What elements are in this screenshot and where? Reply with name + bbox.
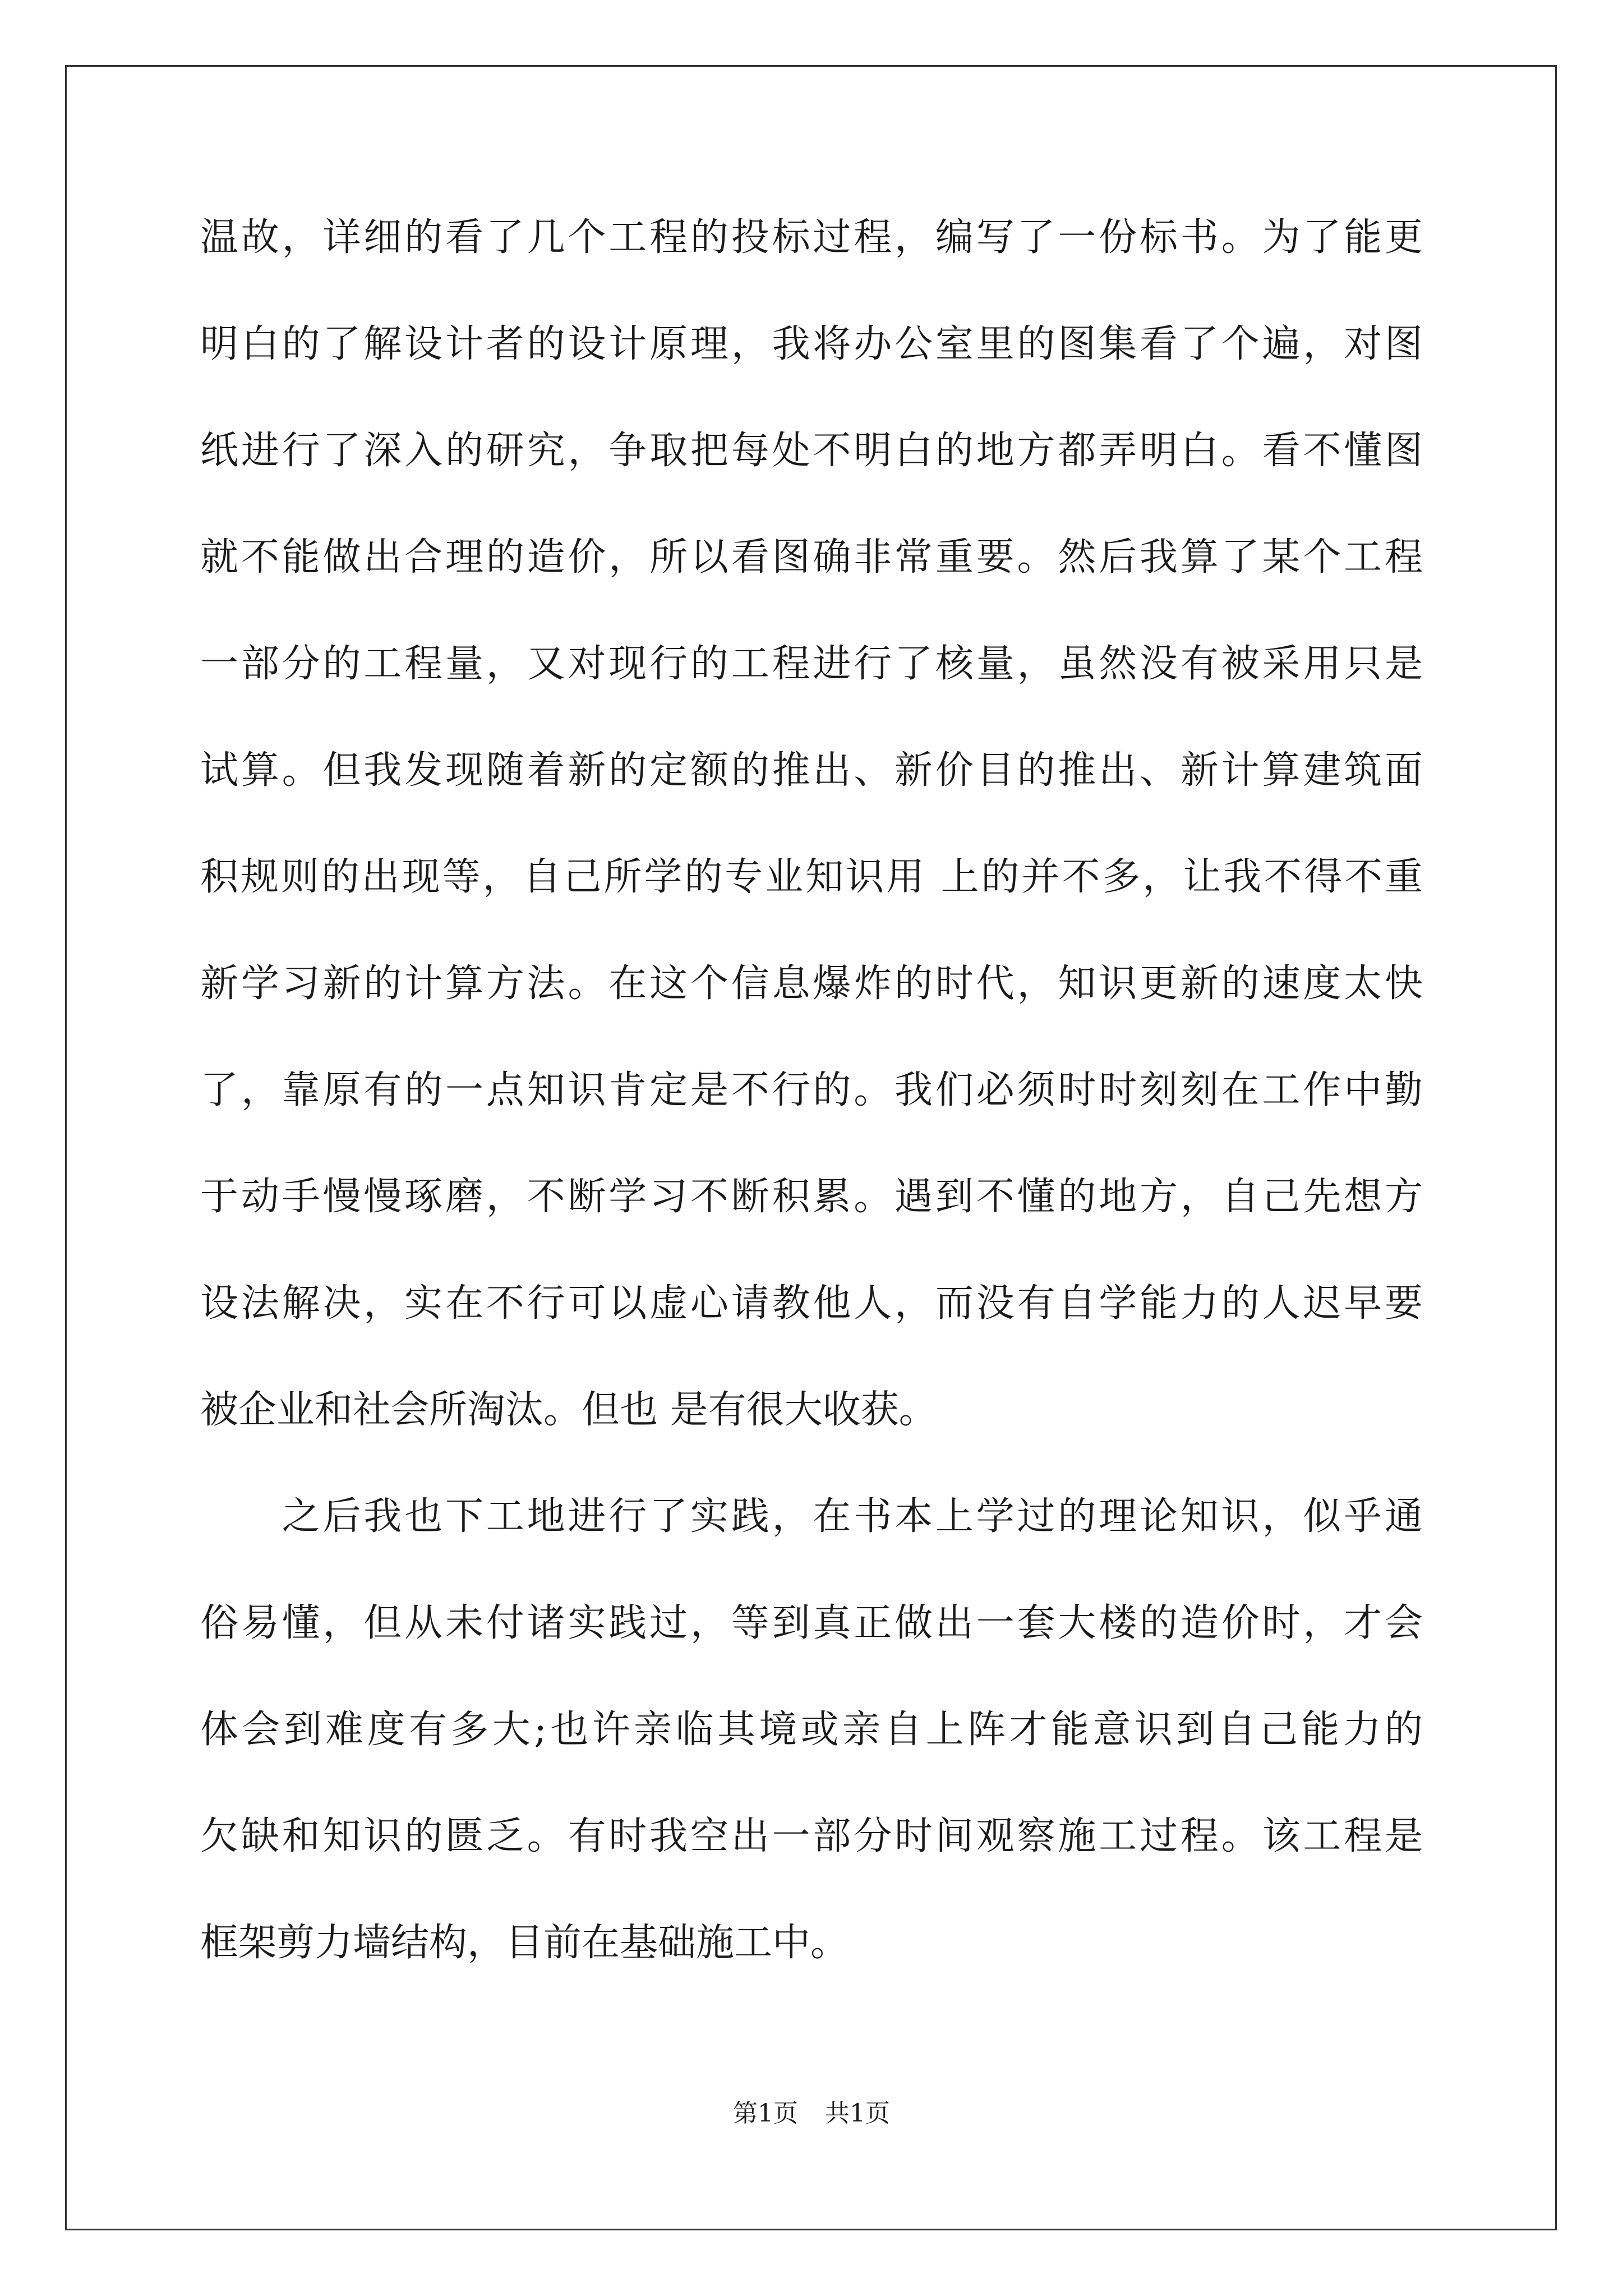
text-line: 俗易懂，但从未付诸实践过，等到真正做出一套大楼的造价时，才会 xyxy=(200,1601,1423,1645)
text-line: 新学习新的计算方法。在这个信息爆炸的时代，知识更新的速度太快 xyxy=(200,961,1423,1006)
page-footer xyxy=(0,2097,1623,2131)
text-line: 设法解决，实在不行可以虚心请教他人，而没有自学能力的人迟早要 xyxy=(200,1281,1423,1326)
text-line: 一部分的工程量，又对现行的工程进行了核量，虽然没有被采用只是 xyxy=(200,642,1423,686)
text-line: 明白的了解设计者的设计原理，我将办公室里的图集看了个遍，对图 xyxy=(200,322,1423,366)
text-line: 温故，详细的看了几个工程的投标过程，编写了一份标书。为了能更 xyxy=(200,215,1423,260)
text-line: 就不能做出合理的造价，所以看图确非常重要。然后我算了某个工程 xyxy=(200,535,1423,579)
text-line: 积规则的出现等，自己所学的专业知识用 上的并不多，让我不得不重 xyxy=(200,855,1423,899)
text-line: 了，靠原有的一点知识肯定是不行的。我们必须时时刻刻在工作中勤 xyxy=(200,1068,1423,1112)
text-line: 欠缺和知识的匮乏。有时我空出一部分时间观察施工过程。该工程是 xyxy=(200,1814,1423,1858)
text-line: 被企业和社会所淘汰。但也 是有很大收获。 xyxy=(200,1388,937,1432)
text-line: 之后我也下工地进行了实践，在书本上学过的理论知识，似乎通 xyxy=(200,1494,1423,1539)
text-line: 纸进行了深入的研究，争取把每处不明白的地方都弄明白。看不懂图 xyxy=(200,429,1423,473)
page-total: 共1页 xyxy=(825,2099,890,2128)
page-number: 第1页 xyxy=(733,2099,798,2128)
text-line: 试算。但我发现随着新的定额的推出、新价目的推出、新计算建筑面 xyxy=(200,748,1423,793)
text-line: 框架剪力墙结构，目前在基础施工中。 xyxy=(200,1921,849,1965)
paragraph-1 xyxy=(200,212,1423,1491)
paragraph-2 xyxy=(200,1491,1423,2024)
text-line: 于动手慢慢琢磨，不断学习不断积累。遇到不懂的地方，自己先想方 xyxy=(200,1175,1423,1219)
document-body xyxy=(200,212,1423,2024)
text-line: 体会到难度有多大;也许亲临其境或亲自上阵才能意识到自己能力的 xyxy=(200,1708,1423,1752)
